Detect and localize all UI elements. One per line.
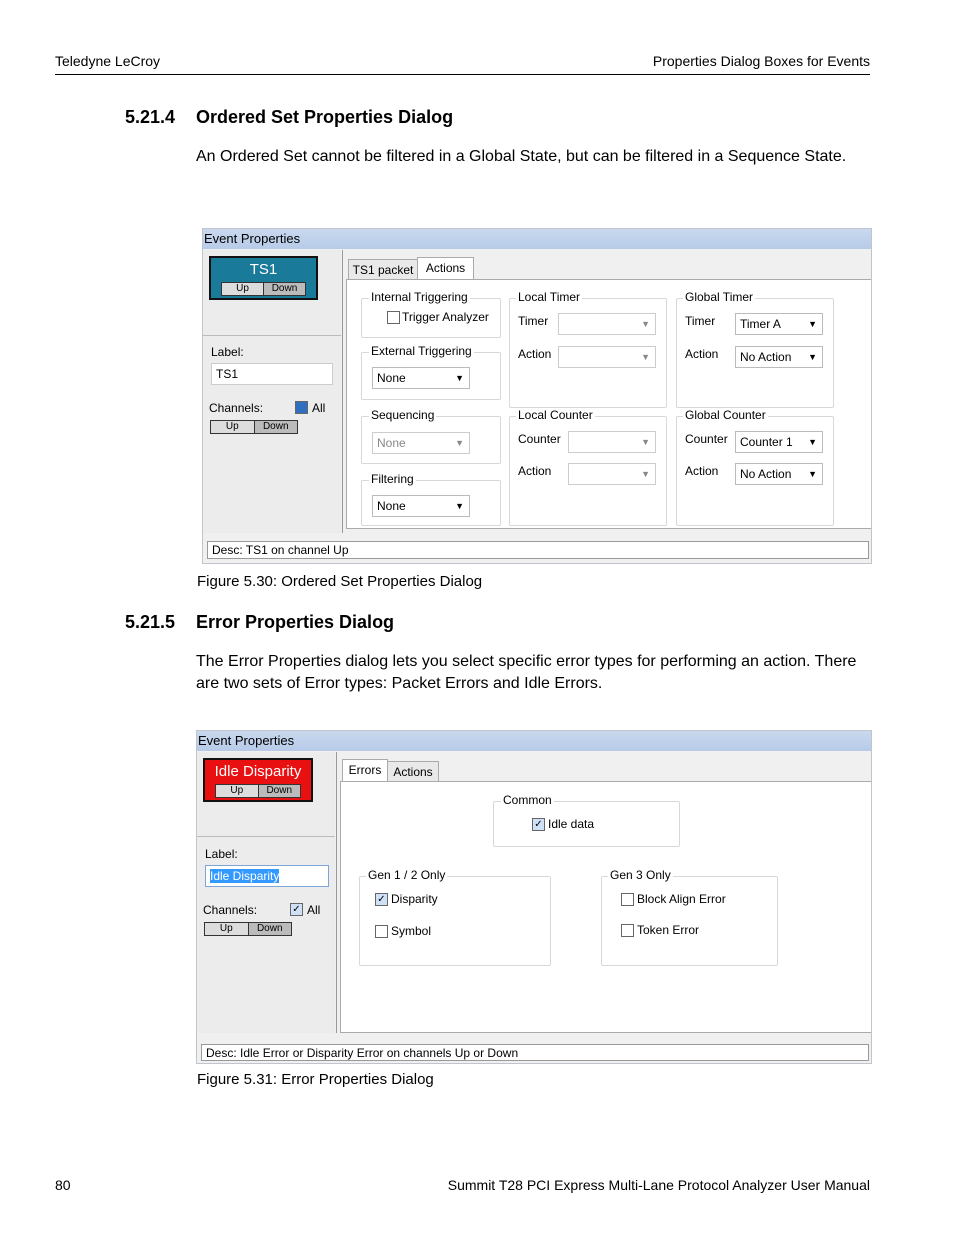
global-timer-action-label: Action (685, 347, 719, 361)
common-group (493, 793, 680, 847)
event-button-label: Idle Disparity (214, 763, 302, 780)
symbol-checkbox[interactable] (375, 925, 388, 938)
tab-panel (340, 781, 872, 1033)
global-timer-action-select[interactable]: No Action ▼ (735, 346, 823, 368)
tab-actions[interactable]: Actions (417, 257, 474, 281)
filtering-title: Filtering (371, 472, 414, 486)
figure-caption: Figure 5.30: Ordered Set Properties Dialog (197, 573, 483, 590)
dialog-title-bar: Event Properties (197, 731, 871, 751)
down-button[interactable]: Down (263, 283, 305, 295)
local-timer-action-select[interactable] (558, 346, 656, 368)
chevron-down-icon: ▼ (808, 469, 817, 479)
chevron-down-icon: ▼ (808, 437, 817, 447)
disparity-label: Disparity (391, 892, 438, 906)
all-label: All (307, 903, 321, 917)
label-input[interactable]: TS1 (211, 363, 333, 385)
local-counter-select[interactable] (568, 431, 656, 453)
disparity-checkbox[interactable]: ✓ (375, 893, 388, 906)
section-number: 5.21.4 (125, 107, 176, 127)
local-counter-action-select[interactable] (568, 463, 656, 485)
global-timer-select[interactable]: Timer A ▼ (735, 313, 823, 335)
local-timer-group (509, 290, 667, 408)
sequencing-select[interactable]: None ▼ (372, 432, 470, 454)
label-caption: Label: (211, 345, 244, 359)
down-button[interactable]: Down (258, 785, 301, 797)
block-align-label: Block Align Error (637, 892, 726, 906)
tab-errors[interactable]: Errors (342, 759, 388, 783)
all-label: All (312, 401, 326, 415)
channels-caption: Channels: (203, 903, 258, 917)
section-title: Ordered Set Properties Dialog (196, 107, 454, 127)
chevron-down-icon: ▼ (455, 373, 464, 383)
block-align-checkbox[interactable] (621, 893, 634, 906)
tab-panel (346, 279, 872, 529)
global-counter-group (676, 408, 834, 526)
common-title: Common (503, 793, 552, 807)
all-checkbox[interactable] (295, 401, 308, 414)
channel-down-button[interactable]: Down (248, 923, 292, 935)
event-properties-dialog (196, 730, 872, 1064)
idle-data-label: Idle data (548, 817, 595, 831)
label-input-selection: Idle Disparity (210, 869, 280, 883)
local-timer-label: Timer (518, 314, 549, 328)
event-button-label: TS1 (249, 261, 278, 278)
gen3-title: Gen 3 Only (610, 868, 671, 882)
filtering-select[interactable]: None ▼ (372, 495, 470, 517)
local-timer-title: Local Timer (518, 290, 581, 304)
symbol-label: Symbol (391, 924, 432, 938)
tab-actions[interactable]: Actions (387, 761, 439, 782)
page-number: 80 (55, 1177, 71, 1193)
chevron-down-icon: ▼ (808, 319, 817, 329)
global-counter-title: Global Counter (685, 408, 766, 422)
gen12-group (359, 868, 551, 966)
global-timer-title: Global Timer (685, 290, 754, 304)
chevron-down-icon: ▼ (641, 437, 650, 447)
event-button[interactable] (203, 758, 313, 802)
channels-caption: Channels: (209, 401, 264, 415)
header-rule (55, 74, 870, 75)
gen12-title: Gen 1 / 2 Only (368, 868, 446, 882)
tab-ts1-packet[interactable]: TS1 packet (348, 259, 418, 280)
chevron-down-icon: ▼ (808, 352, 817, 362)
filtering-group (361, 472, 501, 526)
local-counter-title: Local Counter (518, 408, 593, 422)
up-button[interactable]: Up (230, 785, 244, 796)
global-counter-action-label: Action (685, 464, 719, 478)
label-caption: Label: (205, 847, 238, 861)
header-left: Teledyne LeCroy (55, 53, 161, 69)
all-checkbox[interactable]: ✓ (290, 903, 303, 916)
token-error-label: Token Error (637, 923, 700, 937)
global-counter-label: Counter (685, 432, 728, 446)
internal-triggering-title: Internal Triggering (371, 290, 468, 304)
sequencing-title: Sequencing (371, 408, 435, 422)
global-counter-select[interactable]: Counter 1 ▼ (735, 431, 823, 453)
channel-up-button[interactable]: Up (225, 421, 239, 432)
local-timer-select[interactable] (558, 313, 656, 335)
label-input[interactable] (205, 865, 329, 887)
section-number: 5.21.5 (125, 612, 176, 632)
global-timer-group (676, 290, 834, 408)
up-button[interactable]: Up (236, 283, 249, 294)
external-triggering-group (361, 344, 501, 400)
sequencing-group (361, 408, 501, 464)
trigger-analyzer-label: Trigger Analyzer (402, 310, 489, 324)
event-button[interactable] (209, 256, 318, 300)
global-timer-label: Timer (685, 314, 716, 328)
description-field: Desc: Idle Error or Disparity Error on channels Up or Down (201, 1044, 869, 1061)
left-panel (197, 752, 335, 1033)
chevron-down-icon: ▼ (641, 319, 650, 329)
dialog-title-bar: Event Properties (203, 229, 871, 249)
local-timer-action-label: Action (518, 347, 552, 361)
idle-data-checkbox[interactable]: ✓ (532, 818, 545, 831)
section-body: The Error Properties dialog lets you select specific error types for performing an action. There are two sets of Error types: Packet Errors and Idle Errors. (196, 653, 857, 692)
figure-caption: Figure 5.31: Error Properties Dialog (197, 1071, 434, 1088)
left-panel (203, 250, 341, 533)
external-triggering-title: External Triggering (371, 344, 472, 358)
chevron-down-icon: ▼ (641, 469, 650, 479)
footer-title: Summit T28 PCI Express Multi-Lane Protocol Analyzer User Manual (447, 1177, 870, 1193)
event-properties-dialog (202, 228, 872, 564)
global-counter-action-select[interactable]: No Action ▼ (735, 463, 823, 485)
internal-triggering-group (361, 290, 501, 338)
channel-up-button[interactable]: Up (219, 923, 233, 934)
chevron-down-icon: ▼ (455, 501, 464, 511)
token-error-checkbox[interactable] (621, 924, 634, 937)
section-title: Error Properties Dialog (196, 612, 395, 632)
local-counter-group (509, 408, 667, 526)
chevron-down-icon: ▼ (641, 352, 650, 362)
description-field: Desc: TS1 on channel Up (207, 541, 869, 559)
gen3-group (601, 868, 778, 966)
section-body: An Ordered Set cannot be filtered in a Global State, but can be filtered in a Sequence State. (196, 148, 847, 165)
local-counter-action-label: Action (518, 464, 552, 478)
local-counter-label: Counter (518, 432, 561, 446)
chevron-down-icon: ▼ (455, 438, 464, 448)
channel-down-button[interactable]: Down (254, 421, 298, 433)
header-right: Properties Dialog Boxes for Events (652, 53, 870, 69)
external-triggering-select[interactable]: None ▼ (372, 367, 470, 389)
trigger-analyzer-checkbox[interactable] (387, 311, 400, 324)
